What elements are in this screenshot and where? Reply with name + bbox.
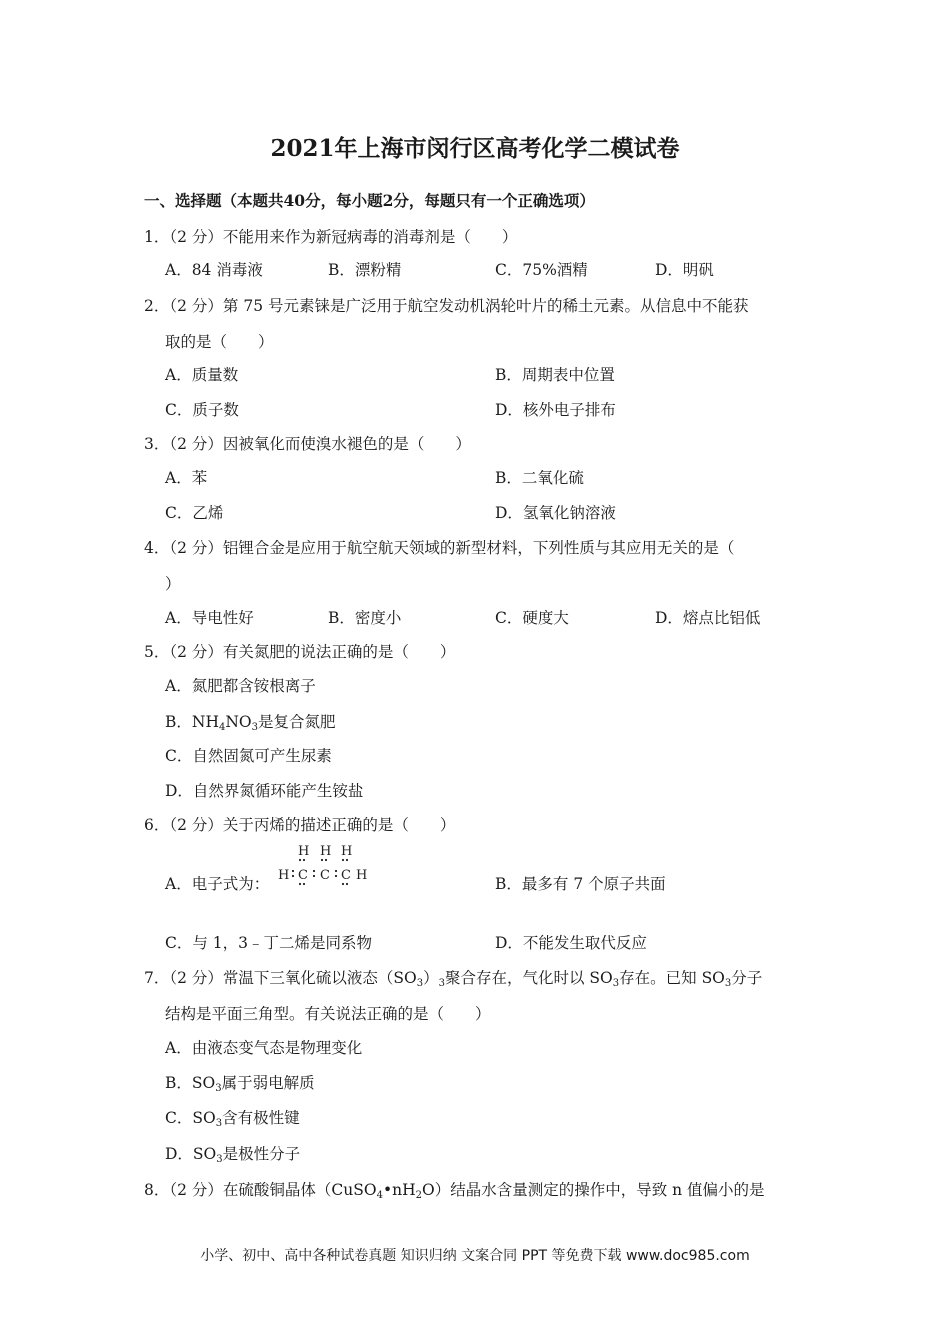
question-1-stem: 1．（2 分）不能用来作为新冠病毒的消毒剂是（ ）: [144, 228, 518, 246]
question-5-option-c: C．自然固氮可产生尿素: [165, 747, 332, 765]
section-heading: 一、选择题（本题共40分，每小题2分，每题只有一个正确选项）: [144, 191, 595, 210]
question-7-option-b: B．$SO_3$属于弱电解质: [165, 1074, 315, 1094]
struct-h-top-1: H: [298, 844, 310, 859]
struct-h-top-3: H: [341, 844, 353, 859]
question-6-option-c: C．与 1，3﹣丁二烯是同系物: [165, 934, 373, 952]
question-3-option-d: D．氢氧化钠溶液: [495, 504, 616, 522]
question-5-option-d: D．自然界氮循环能产生铵盐: [165, 782, 364, 800]
question-3-option-a: A．苯: [165, 469, 208, 487]
question-2-option-c: C．质子数: [165, 401, 239, 419]
struct-h-left: H: [278, 868, 290, 883]
question-1-option-c: C．75%酒精: [495, 261, 588, 279]
question-3-option-b: B．二氧化硫: [495, 469, 584, 487]
question-4-stem-line2: ）: [165, 575, 181, 593]
question-2-option-d: D．核外电子排布: [495, 401, 616, 419]
question-6-option-a: A．电子式为：: [165, 875, 270, 893]
question-1-option-a: A．84 消毒液: [165, 261, 263, 279]
question-5-stem: 5．（2 分）有关氮肥的说法正确的是（ ）: [144, 643, 456, 661]
question-3-option-c: C．乙烯: [165, 504, 224, 522]
question-6-option-b: B．最多有 7 个原子共面: [495, 875, 666, 893]
struct-c-3: C: [341, 868, 351, 883]
question-3-stem: 3．（2 分）因被氧化而使溴水褪色的是（ ）: [144, 435, 471, 453]
question-4-stem-line1: 4．（2 分）铝锂合金是应用于航空航天领域的新型材料，下列性质与其应用无关的是（: [144, 539, 735, 557]
question-1-option-b: B．漂粉精: [328, 261, 402, 279]
question-6-stem: 6．（2 分）关于丙烯的描述正确的是（ ）: [144, 816, 456, 834]
question-7-stem-line1: 7．（2 分）常温下三氧化硫以液态$(SO_3)_3$聚合存在，气化时以 $SO_3$存在。已知 $SO_3$分子: [144, 969, 763, 989]
page-footer: 小学、初中、高中各种试卷真题 知识归纳 文案合同 PPT 等免费下载 www.doc985.com: [200, 1248, 750, 1264]
question-5-option-a: A．氮肥都含铵根离子: [165, 677, 316, 695]
propene-electron-formula: [272, 843, 372, 887]
struct-h-top-2: H: [320, 844, 332, 859]
question-2-stem-line1: 2．（2 分）第 75 号元素铼是广泛用于航空发动机涡轮叶片的稀土元素。从信息中不能获: [144, 297, 749, 315]
question-4-option-b: B．密度小: [328, 609, 402, 627]
question-1-option-d: D．明矾: [655, 261, 714, 279]
question-6-option-d: D．不能发生取代反应: [495, 934, 647, 952]
question-2-option-b: B．周期表中位置: [495, 366, 615, 384]
question-4-option-c: C．硬度大: [495, 609, 569, 627]
question-8-stem: 8．（2 分）在硫酸铜晶体$(CuSO_4•nH_2O)$结晶水含量测定的操作中，导致 n 值偏小的是: [144, 1181, 765, 1201]
question-7-stem-line2: 结构是平面三角型。有关说法正确的是（ ）: [165, 1005, 491, 1023]
question-4-option-d: D．熔点比铝低: [655, 609, 761, 627]
question-2-option-a: A．质量数: [165, 366, 239, 384]
question-4-option-a: A．导电性好: [165, 609, 254, 627]
struct-c-1: C: [298, 868, 308, 883]
page-title: 2021年上海市闵行区高考化学二模试卷: [270, 135, 680, 162]
struct-c-2: C: [320, 868, 330, 883]
question-7-option-a: A．由液态变气态是物理变化: [165, 1039, 363, 1057]
question-5-option-b: B．$NH_4NO_3$是复合氮肥: [165, 713, 336, 733]
question-2-stem-line2: 取的是（ ）: [165, 333, 274, 351]
question-7-option-c: C．$SO_3$含有极性键: [165, 1109, 300, 1129]
question-7-option-d: D．$SO_3$是极性分子: [165, 1145, 301, 1165]
struct-h-right: H: [356, 868, 368, 883]
